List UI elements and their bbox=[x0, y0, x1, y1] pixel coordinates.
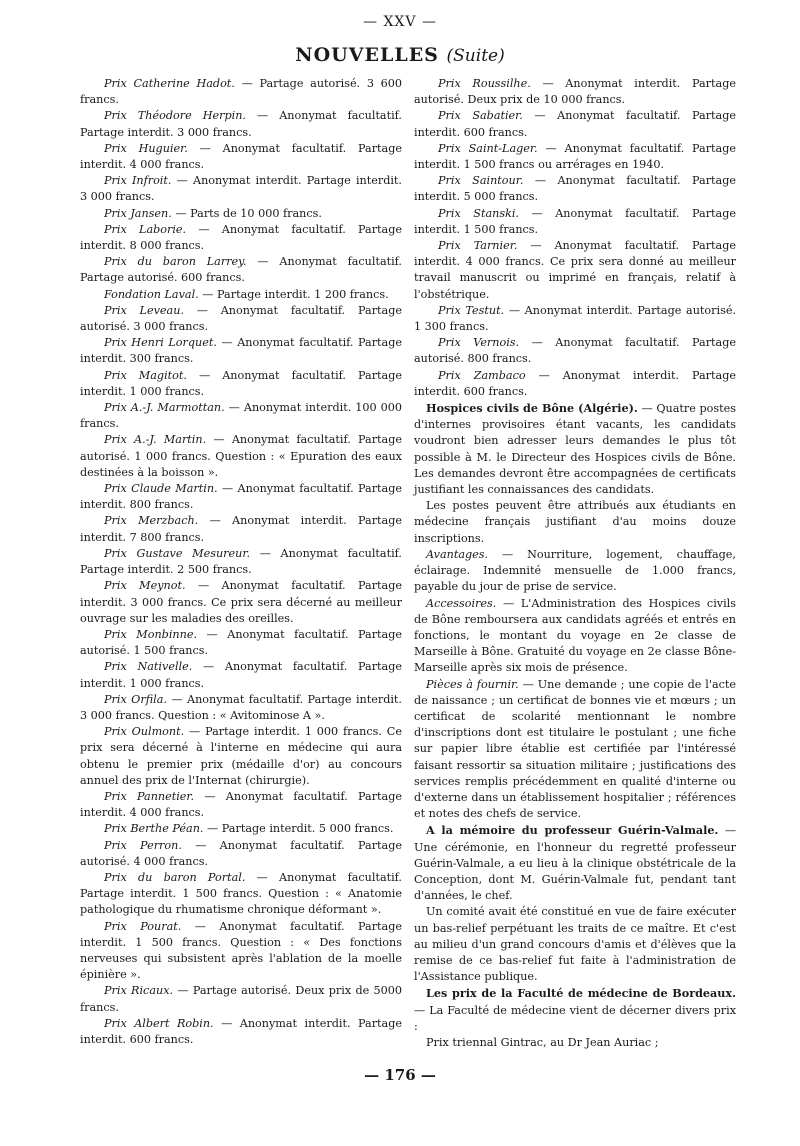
prize-name: Prix Magitot. bbox=[104, 368, 187, 382]
prize-details: — Partage interdit. 5 000 francs. bbox=[207, 822, 394, 836]
guerin-paragraph-1 bbox=[414, 822, 736, 904]
bone-heading: Hospices civils de Bône (Algérie). bbox=[426, 401, 638, 416]
prize-entry bbox=[414, 368, 736, 400]
prize-details: — Anonymat facultatif. Partage interdit. 300 francs. bbox=[80, 336, 402, 366]
prize-name: Prix Tarnier. bbox=[438, 239, 518, 253]
prize-entry bbox=[80, 76, 402, 108]
prize-details: — Anonymat facultatif. Partage interdit. 1 000 francs. bbox=[80, 660, 402, 690]
prize-name: Prix Ricaux. bbox=[104, 984, 174, 998]
prize-details: — Anonymat facultatif. Partage interdit. 1 500 francs. Question : « Des fonctions nerveuses qui subsistent après l'ablation de la moelle épinière ». bbox=[80, 919, 402, 982]
prize-details: — Anonymat facultatif. Partage autorisé. 3 000 francs. bbox=[80, 303, 402, 334]
prize-details: — Anonymat facultatif. Partage interdit. 1 500 francs. bbox=[414, 206, 736, 236]
prize-details: — Partage autorisé. Deux prix de 5000 francs. bbox=[80, 984, 402, 1014]
bordeaux-paragraph-1 bbox=[414, 985, 736, 1035]
prize-details: — Anonymat interdit. Partage autorisé. Deux prix de 10 000 francs. bbox=[414, 77, 736, 107]
prize-name: Prix Claude Martin. bbox=[104, 482, 218, 496]
prize-entry bbox=[80, 481, 402, 513]
prize-name: Prix Nativelle. bbox=[104, 660, 193, 674]
prize-name: Prix Testut. bbox=[438, 303, 505, 317]
prize-name: Prix Berthe Péan. bbox=[104, 822, 204, 836]
prize-name: Prix Huguier. bbox=[104, 141, 188, 155]
prize-entry bbox=[80, 141, 402, 173]
prize-details: — Anonymat facultatif. Partage interdit. 800 francs. bbox=[80, 482, 402, 512]
prize-details: — Anonymat facultatif. Partage interdit. 5 000 francs. bbox=[414, 174, 737, 204]
avantages-label: Avantages. bbox=[426, 547, 489, 561]
pieces-text: — Une demande ; une copie de l'acte de naissance ; un certificat de bonnes vie et mœurs ; un certificat de scolarité mentionnant le nombre d'inscriptions dont est titulaire le postulant ; une fiche sur papier libre établie est certifiée par l'intéressé faisant ressortir sa situation militaire ; justifications des services remplis précédemment en qualité d'interne ou d'externe dans un établissement hospitalier ; références et notes des chefs de service. bbox=[414, 677, 736, 821]
prize-name: Prix Jansen. bbox=[104, 206, 172, 220]
prize-name: Prix Gustave Mesureur. bbox=[104, 546, 250, 560]
prize-name: Prix Oulmont. bbox=[104, 725, 185, 739]
prize-entry bbox=[80, 513, 402, 545]
title-main: NOUVELLES bbox=[295, 44, 439, 66]
prize-name: Prix Orfila. bbox=[104, 692, 167, 706]
prize-entry bbox=[80, 789, 402, 821]
prize-details: — Parts de 10 000 francs. bbox=[175, 206, 322, 220]
prize-name: Prix du baron Larrey. bbox=[104, 255, 247, 269]
prize-details: — Anonymat facultatif. Partage interdit. 8 000 francs. bbox=[80, 222, 402, 253]
prize-entry bbox=[80, 692, 402, 724]
prize-entry bbox=[414, 108, 736, 140]
prize-entry bbox=[80, 919, 402, 984]
prize-details: — Anonymat facultatif. Partage interdit. 3 000 francs. Question : « Avitominose A ». bbox=[80, 692, 402, 722]
prize-details: — Anonymat interdit. Partage interdit. 7 800 francs. bbox=[80, 514, 402, 544]
prize-details: — Anonymat facultatif. Partage interdit. 3 000 francs. bbox=[80, 109, 402, 139]
prize-details: — Anonymat facultatif. Partage interdit. 1 000 francs. bbox=[80, 368, 403, 398]
bone-pieces bbox=[414, 677, 736, 823]
prize-name: Prix Merzbach. bbox=[104, 514, 199, 528]
prize-details: — Anonymat interdit. Partage interdit. 600 francs. bbox=[80, 1016, 402, 1046]
prize-name: Prix Meynot. bbox=[104, 579, 186, 593]
avantages-text: — Nourriture, logement, chauffage, éclairage. Indemnité mensuelle de 1.000 francs, payable du jour de prise de service. bbox=[414, 547, 736, 594]
prize-details: — Anonymat facultatif. Partage interdit. 3 000 francs. Ce prix sera décerné au meilleur ouvrage sur les maladies des oreilles. bbox=[80, 579, 402, 625]
prize-entry bbox=[80, 659, 402, 691]
prize-entry bbox=[80, 432, 402, 481]
prize-entry bbox=[80, 627, 402, 659]
prize-name: Prix Albert Robin. bbox=[104, 1016, 214, 1030]
bone-text-1: — Quatre postes d'internes provisoires étant vacants, les candidats voudront bien adresser leurs demandes le plus tôt possible à M. le Directeur des Hospices civils de Bône. Les demandes devront être accompagnées de certificats justifiant les connaissances des candidats. bbox=[414, 402, 737, 497]
prize-entry bbox=[80, 206, 402, 222]
prize-details: — Partage interdit. 1 000 francs. Ce prix sera décerné à l'interne en médecine qui aura obtenu le premier prix (médaille d'or) au concours annuel des prix de l'Internat (chirurgie). bbox=[80, 725, 402, 787]
prize-entry bbox=[80, 983, 402, 1015]
prize-entry bbox=[80, 838, 402, 870]
prize-name: Prix Roussilhe. bbox=[438, 77, 531, 90]
bone-paragraph-1 bbox=[414, 400, 736, 498]
prize-entry bbox=[414, 206, 736, 238]
prize-entry bbox=[80, 400, 402, 432]
prize-details: — Partage interdit. 1 200 francs. bbox=[202, 287, 389, 301]
prize-details: — Anonymat interdit. Partage autorisé. 1 300 francs. bbox=[414, 303, 736, 334]
prize-name: Fondation Laval. bbox=[104, 287, 199, 301]
prize-details: — Anonymat facultatif. Partage interdit. 2 500 francs. bbox=[80, 546, 402, 577]
prize-name: Prix du baron Portal. bbox=[104, 870, 246, 884]
guerin-heading: A la mémoire du professeur Guérin-Valmale. bbox=[426, 823, 719, 838]
prize-entry bbox=[80, 287, 402, 303]
prize-name: Prix Vernois. bbox=[438, 336, 520, 350]
prize-details: — Anonymat facultatif. Partage autorisé. 4 000 francs. bbox=[80, 838, 402, 868]
bordeaux-heading: Les prix de la Faculté de médecine de Bordeaux. bbox=[426, 986, 736, 1001]
prize-entry bbox=[414, 141, 736, 173]
bone-accessoires bbox=[414, 596, 736, 677]
prize-name: Prix Catherine Hadot. bbox=[104, 77, 235, 90]
prize-entry bbox=[80, 222, 402, 254]
accessoires-text: — L'Administration des Hospices civils de Bône remboursera aux candidats agréés et entrés en fonctions, le montant du voyage en 2e classe de Marseille à Bône. Gratuité du voyage en 2e classe Bône-Marseille après six mois de présence. bbox=[414, 596, 736, 675]
bone-paragraph-2: Les postes peuvent être attribués aux étudiants en médecine français justifiant d'au moins douze inscriptions. bbox=[414, 499, 736, 545]
pieces-label: Pièces à fournir. bbox=[426, 677, 519, 691]
prize-details: — Anonymat interdit. 100 000 francs. bbox=[80, 401, 403, 431]
left-column bbox=[80, 76, 402, 1048]
prize-name: Prix Sabatier. bbox=[438, 109, 523, 123]
prize-name: Prix Saintour. bbox=[438, 174, 524, 188]
prize-details: — Anonymat facultatif. Partage interdit. 1 500 francs. Question : « Anatomie pathologique du rhumatisme chronique déformant ». bbox=[80, 870, 402, 917]
right-prize-list bbox=[414, 76, 736, 400]
prize-name: Prix Pourat. bbox=[104, 919, 182, 933]
prize-entry bbox=[80, 1016, 402, 1048]
prize-details: — Anonymat interdit. Partage interdit. 600 francs. bbox=[414, 368, 736, 398]
page-number: — 176 — bbox=[364, 1066, 436, 1084]
prize-entry bbox=[80, 335, 402, 367]
prize-name: Prix Perron. bbox=[104, 838, 182, 852]
prize-details: — Anonymat facultatif. Partage interdit. 4 000 francs. bbox=[80, 789, 402, 820]
prize-details: — Anonymat facultatif. Partage interdit. 1 500 francs ou arrérages en 1940. bbox=[414, 141, 736, 172]
folio: — XXV — bbox=[363, 14, 437, 30]
prize-name: Prix A.-J. Martin. bbox=[104, 433, 207, 447]
bordeaux-paragraph-2: Prix triennal Gintrac, au Dr Jean Auriac ; bbox=[426, 1035, 659, 1049]
prize-entry bbox=[80, 821, 402, 837]
prize-entry bbox=[80, 546, 402, 578]
prize-entry bbox=[80, 724, 402, 789]
prize-name: Prix Laborie. bbox=[104, 222, 187, 236]
guerin-text-1: — Une cérémonie, en l'honneur du regretté professeur Guérin-Valmale, a eu lieu à la clinique obstétricale de la Conception, dont M. Guérin-Valmale fut, pendant tant d'années, le chef. bbox=[414, 824, 736, 903]
page-title bbox=[0, 44, 800, 66]
prize-entry bbox=[80, 303, 402, 335]
title-suffix: (Suite) bbox=[446, 46, 505, 66]
prize-details: — Partage autorisé. 3 600 francs. bbox=[80, 77, 403, 107]
prize-details: — Anonymat facultatif. Partage autorisé. 1 500 francs. bbox=[80, 627, 403, 658]
prize-name: Prix Leveau. bbox=[104, 303, 184, 317]
prize-name: Prix Henri Lorquet. bbox=[104, 336, 217, 350]
prize-details: — Anonymat facultatif. Partage interdit. 4 000 francs. Ce prix sera donné au meilleur travail manuscrit ou imprimé en français, relatif à l'obstétrique. bbox=[414, 239, 737, 301]
guerin-paragraph-2: Un comité avait été constitué en vue de faire exécuter un bas-relief perpétuant les traits de ce maître. Et c'est au milieu d'un grand concours d'amis et d'élèves que la remise de ce bas-relief fut faite à l'administration de l'Assistance publique. bbox=[414, 905, 736, 984]
accessoires-label: Accessoires. bbox=[426, 596, 497, 610]
bordeaux-text-1: — La Faculté de médecine vient de décerner divers prix : bbox=[414, 1003, 736, 1033]
prize-name: Prix Saint-Lager. bbox=[438, 141, 538, 155]
prize-name: Prix Zambaco bbox=[438, 368, 526, 382]
prize-name: Prix Infroit. bbox=[104, 174, 172, 188]
prize-name: Prix A.-J. Marmottan. bbox=[104, 401, 225, 415]
prize-details: — Anonymat interdit. Partage interdit. 3 000 francs. bbox=[80, 174, 402, 204]
bone-avantages bbox=[414, 547, 736, 596]
prize-entry bbox=[80, 578, 402, 627]
prize-name: Prix Théodore Herpin. bbox=[104, 109, 246, 123]
prize-entry bbox=[80, 254, 402, 286]
prize-entry bbox=[80, 870, 402, 919]
prize-entry bbox=[414, 335, 736, 367]
right-column bbox=[414, 76, 736, 1051]
prize-name: Prix Monbinne. bbox=[104, 627, 198, 641]
prize-entry bbox=[414, 303, 736, 335]
prize-entry bbox=[414, 173, 736, 205]
prize-entry bbox=[80, 108, 402, 140]
prize-entry bbox=[414, 238, 736, 303]
prize-entry bbox=[414, 76, 736, 108]
prize-details: — Anonymat facultatif. Partage interdit. 4 000 francs. bbox=[80, 141, 402, 172]
prize-entry bbox=[80, 368, 402, 400]
prize-details: — Anonymat facultatif. Partage autorisé. 1 000 francs. Question : « Epuration des eaux destinées à la boisson ». bbox=[80, 433, 402, 479]
prize-entry bbox=[80, 173, 402, 205]
prize-name: Prix Stanski. bbox=[438, 206, 519, 220]
prize-details: — Anonymat facultatif. Partage autorisé. 800 francs. bbox=[414, 336, 737, 366]
prize-details: — Anonymat facultatif. Partage interdit. 600 francs. bbox=[414, 109, 736, 139]
prize-name: Prix Pannetier. bbox=[104, 789, 195, 803]
prize-details: — Anonymat facultatif. Partage autorisé. 600 francs. bbox=[80, 255, 402, 285]
